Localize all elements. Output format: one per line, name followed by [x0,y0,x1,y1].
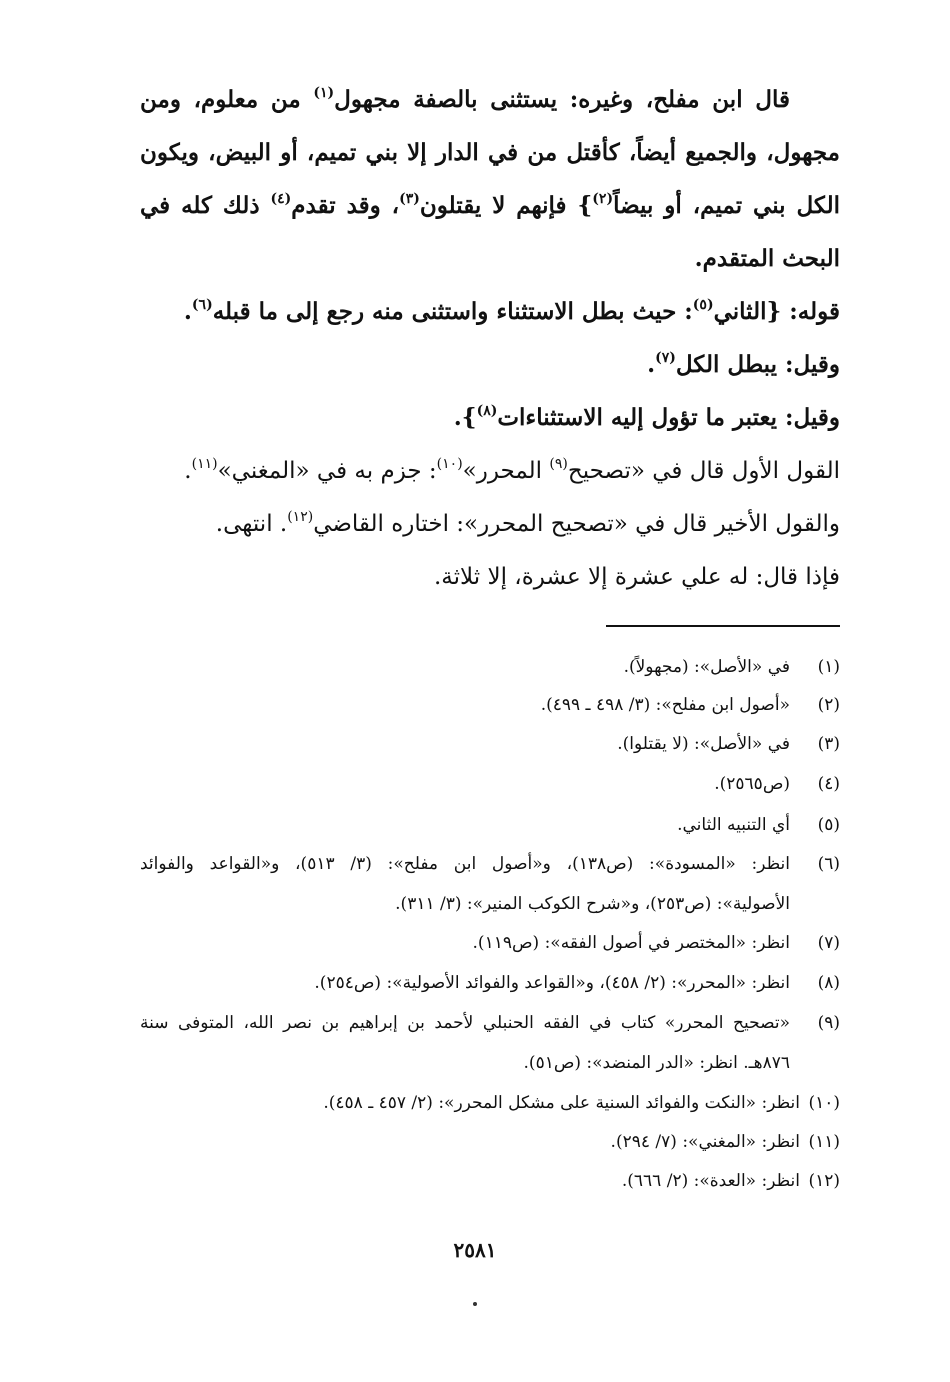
page-number: ٢٥٨١ [453,1238,497,1262]
footnote-ref-8[interactable]: (٨) [476,403,498,419]
footnote-number: (٧) [817,933,840,953]
text-line-6: وقيل: يبطل الكل$^{(٧)}$. [647,350,840,378]
footnote-text: انظر: «المسودة»: (ص١٣٨)، و«أصول ابن مفلح»: (٣/ ٥١٣)، و«القواعد والفوائد [140,854,791,874]
footnote-separator [606,625,840,627]
footnote-number: (١) [817,657,840,677]
footnote-number: (٨) [817,973,840,993]
footnote-text: انظر: «المختصر في أصول الفقه»: (ص١١٩). [472,933,790,953]
footnote-text: «أصول ابن مفلح»: (٣/ ٤٩٨ ـ ٤٩٩). [540,695,790,715]
footnote-ref-4[interactable]: (٤) [270,191,292,207]
footnote-number: (٣) [817,734,840,754]
footnote-ref-11[interactable]: (١١) [191,456,218,472]
text-line-9: والقول الأخير قال في «تصحيح المحرر»: اختاره القاضي$^{(١٢)}$. انتهى. [215,509,840,537]
footnote-text: أي التنبيه الثاني. [677,815,790,835]
text-line-1: قال ابن مفلح، وغيره: يستثنى بالصفة مجهول$^{(١)}$ من معلوم، ومن [140,85,790,113]
text-line-4: البحث المتقدم. [694,245,840,272]
text-line-8: القول الأول قال في «تصحيح$^{(٩)}$ المحرر»$^{(١٠)}$: جزم به في «المغني»$^{(١١)}$. [184,456,840,484]
footnote-text: في «الأصل»: (مجهولاً). [623,657,790,677]
footnote-ref-3[interactable]: (٣) [399,191,420,207]
footnote-text: «تصحيح المحرر» كتاب في الفقه الحنبلي لأحمد بن إبراهيم بن نصر الله، المتوفى سنة [140,1013,790,1033]
text-line-10: فإذا قال: له علي عشرة إلا عشرة، إلا ثلاثة. [433,564,840,590]
footnote-text: (ص٢٥٦٥). [714,774,790,794]
text-line-2: مجهول، والجميع أيضاً، كأقتل من في الدار إلا بني تميم، أو البيض، ويكون [140,139,840,166]
footnote-ref-9[interactable]: (٩) [549,456,568,472]
text-line-3: الكل بني تميم، أو بيضاً$^{(٢)}$} فإنهم لا يقتلون$^{(٣)}$، وقد تقدم$^{(٤)}$ ذلك كله في [140,191,840,219]
text-line-7: وقيل: يعتبر ما تؤول إليه الاستثناءات$^{(٨)}$}. [453,403,840,431]
footnote-number: (٥) [817,815,840,835]
footnote-text: انظر: «النكت والفوائد السنية على مشكل المحرر»: (٢/ ٤٥٧ ـ ٤٥٨). [323,1093,800,1113]
footnote-text: انظر: «المغني»: (٧/ ٢٩٤). [610,1132,800,1152]
footnote-ref-1[interactable]: (١) [313,85,335,101]
footnote-number: (١٠) [808,1093,840,1113]
footnote-number: (٢) [817,695,840,715]
footnote-number: (١١) [808,1132,840,1152]
footnote-ref-5[interactable]: (٥) [692,297,714,313]
scan-dot [473,1302,477,1306]
footnote-number: (٦) [817,854,840,874]
footnote-text: انظر: «العدة»: (٢/ ٦٦٦). [621,1171,800,1191]
footnote-number: (١٢) [808,1171,840,1191]
footnote-number: (٤) [817,774,840,794]
footnote-text: انظر: «المحرر»: (٢/ ٤٥٨)، و«القواعد والفوائد الأصولية»: (ص٢٥٤). [314,973,790,993]
footnote-ref-7[interactable]: (٧) [655,350,676,366]
footnote-ref-6[interactable]: (٦) [191,297,213,313]
footnote-text: في «الأصل»: (لا يقتلوا). [617,734,790,754]
footnote-ref-12[interactable]: (١٢) [287,509,314,525]
footnote-6-continuation: الأصولية»: (ص٢٥٣)، و«شرح الكوكب المنير»: (٣/ ٣١١). [395,894,790,914]
footnote-ref-10[interactable]: (١٠) [436,456,463,472]
footnote-ref-2[interactable]: (٢) [592,191,614,207]
text-line-5: قوله: {الثاني$^{(٥)}$: حيث بطل الاستثناء واستثنى منه رجع إلى ما قبله$^{(٦)}$. [183,297,840,325]
footnote-number: (٩) [817,1013,840,1033]
footnote-9-continuation: ٨٧٦هـ. انظر: «الدر المنضد»: (ص٥١). [523,1053,790,1073]
